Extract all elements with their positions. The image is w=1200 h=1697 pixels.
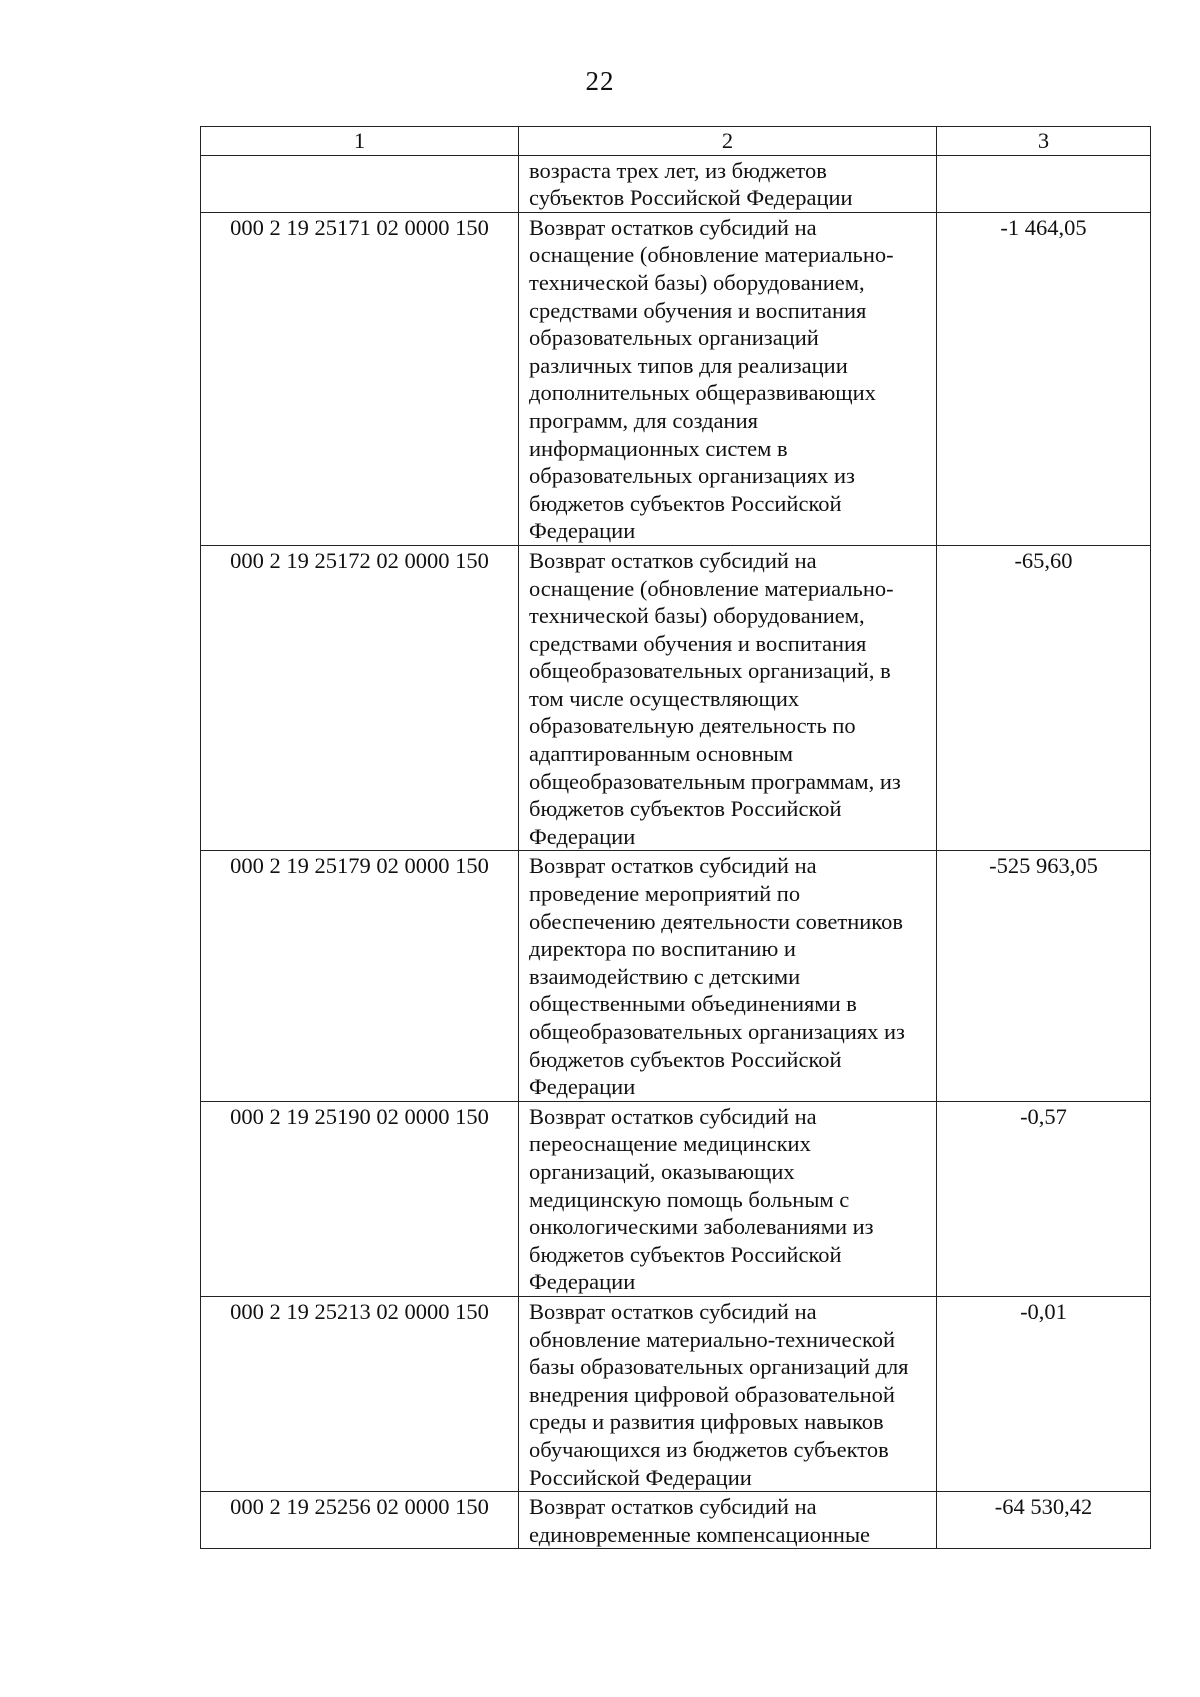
table-row — [201, 1101, 1151, 1296]
budget-code — [201, 155, 519, 212]
row-amount: -525 963,05 — [937, 851, 1151, 1101]
table-row — [201, 851, 1151, 1101]
row-amount — [937, 155, 1151, 212]
column-header-1: 1 — [201, 127, 519, 156]
budget-code: 000 2 19 25172 02 0000 150 — [201, 545, 519, 851]
table-row — [201, 1492, 1151, 1549]
row-description: возраста трех лет, из бюджетов субъектов Российской Федерации — [519, 155, 937, 212]
row-description: Возврат остатков субсидий на оснащение (обновление материально-технической базы) оборудованием, средствами обучения и воспитания общеобразовательных организаций, в том числе осуществляющих образовательную деятельность по адаптированным основным общеобразовательным программам, из бюджетов субъектов Российской Федерации — [519, 545, 937, 851]
budget-code: 000 2 19 25213 02 0000 150 — [201, 1296, 519, 1491]
budget-code: 000 2 19 25171 02 0000 150 — [201, 212, 519, 545]
budget-code: 000 2 19 25256 02 0000 150 — [201, 1492, 519, 1549]
row-amount: -64 530,42 — [937, 1492, 1151, 1549]
row-description: Возврат остатков субсидий на единовременные компенсационные — [519, 1492, 937, 1549]
row-description: Возврат остатков субсидий на обновление материально-технической базы образовательных организаций для внедрения цифровой образовательной среды и развития цифровых навыков обучающихся из бюджетов субъектов Российской Федерации — [519, 1296, 937, 1491]
table-row — [201, 155, 1151, 212]
table-row — [201, 545, 1151, 851]
budget-table — [200, 126, 1151, 1549]
table-row — [201, 212, 1151, 545]
row-description: Возврат остатков субсидий на оснащение (обновление материально-технической базы) оборудованием, средствами обучения и воспитания образовательных организаций различных типов для реализации дополнительных общеразвивающих программ, для создания информационных систем в образовательных организациях из бюджетов субъектов Российской Федерации — [519, 212, 937, 545]
column-header-2: 2 — [519, 127, 937, 156]
row-amount: -0,01 — [937, 1296, 1151, 1491]
page-number: 22 — [585, 66, 615, 96]
row-amount: -1 464,05 — [937, 212, 1151, 545]
row-description: Возврат остатков субсидий на переоснащение медицинских организаций, оказывающих медицинскую помощь больным с онкологическими заболеваниями из бюджетов субъектов Российской Федерации — [519, 1101, 937, 1296]
table-row — [201, 1296, 1151, 1491]
budget-code: 000 2 19 25179 02 0000 150 — [201, 851, 519, 1101]
budget-code: 000 2 19 25190 02 0000 150 — [201, 1101, 519, 1296]
row-amount: -65,60 — [937, 545, 1151, 851]
row-amount: -0,57 — [937, 1101, 1151, 1296]
header-row — [201, 127, 1151, 156]
column-header-3: 3 — [937, 127, 1151, 156]
row-description: Возврат остатков субсидий на проведение мероприятий по обеспечению деятельности советников директора по воспитанию и взаимодействию с детскими общественными объединениями в общеобразовательных организациях из бюджетов субъектов Российской Федерации — [519, 851, 937, 1101]
